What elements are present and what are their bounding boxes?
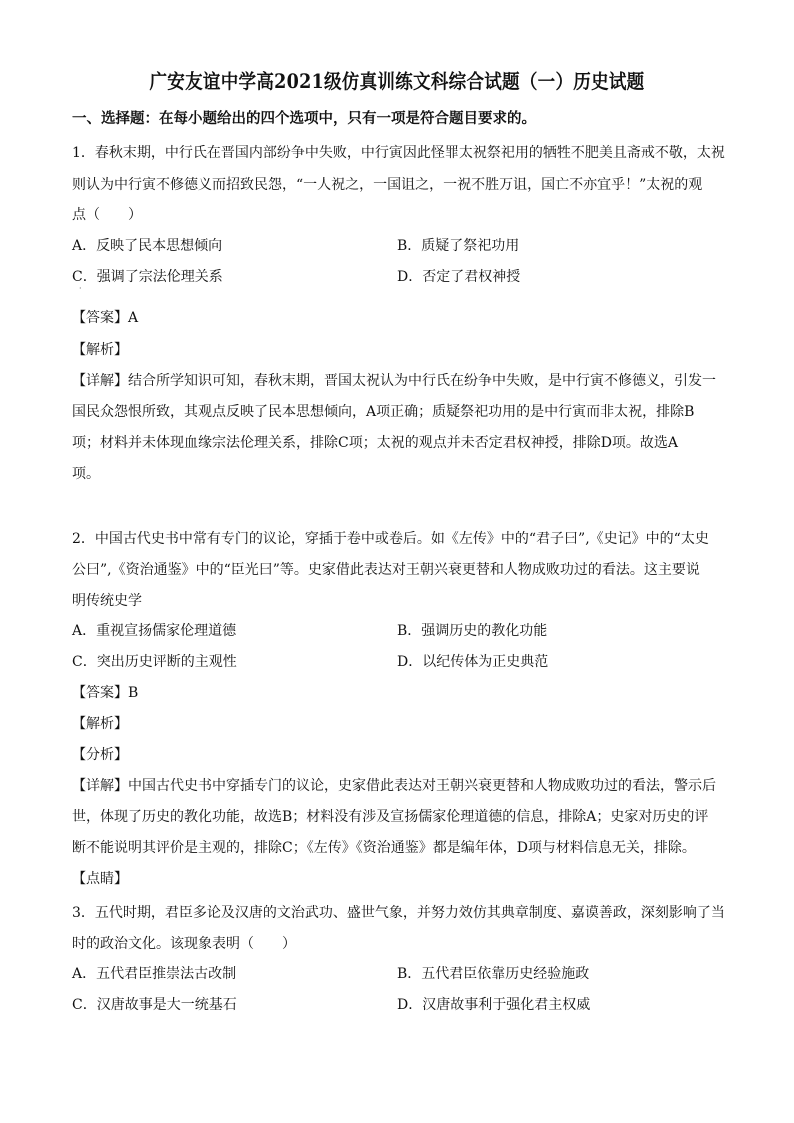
question-3-option-c: C．汉唐故事是大一统基石: [72, 997, 237, 1013]
question-3-line-2: 时的政治文化。该现象表明（ ）: [72, 936, 296, 952]
question-2-option-b: B．强调历史的教化功能: [397, 623, 548, 639]
question-2-option-a: A．重视宣扬儒家伦理道德: [72, 623, 237, 639]
question-1-detail-line-3: 项；材料并未体现血缘宗法伦理关系，排除C项；太祝的观点并未否定君权神授，排除D项。故选A: [72, 435, 679, 451]
question-1-detail-line-4: 项。: [72, 466, 100, 482]
question-3-option-b: B．五代君臣依靠历史经验施政: [397, 966, 590, 982]
question-1-detail-line-1: 【详解】结合所学知识可知，春秋末期，晋国太祝认为中行氏在纷争中失败，是中行寅不修德义，引发一: [72, 373, 716, 389]
question-1-option-c: C．强调了宗法伦理关系: [72, 269, 223, 285]
question-2-option-c: C．突出历史评断的主观性: [72, 654, 237, 670]
question-1-option-b: B．质疑了祭祀功用: [397, 238, 520, 254]
question-2-detail-line-1: 【详解】中国古代史书中穿插专门的议论，史家借此表达对王朝兴衰更替和人物成败功过的看法，警示后: [72, 778, 716, 794]
question-1-line-1: 1．春秋末期，中行氏在晋国内部纷争中失败，中行寅因此怪罪太祝祭祀用的牺牲不肥美且斋戒不敬，太祝: [72, 145, 725, 161]
question-3-option-d: D．汉唐故事利于强化君主权威: [397, 997, 591, 1013]
question-1-answer: 【答案】A: [72, 310, 139, 326]
question-2-line-2: 公曰”,《资治通鉴》中的“臣光曰”等。史家借此表达对王朝兴衰更替和人物成败功过的看法。这主要说: [72, 562, 700, 578]
page-title: 广安友谊中学高2021级仿真训练文科综合试题（一）历史试题: [149, 70, 645, 93]
stray-dot: ·: [79, 284, 82, 293]
question-1-line-2: 则认为中行寅不修德义而招致民怨，“一人祝之，一国诅之，一祝不胜万诅，国亡不亦宜乎！”太祝的观: [72, 177, 703, 193]
question-2-analysis-label: 【解析】: [72, 716, 128, 732]
question-2-detail-line-3: 断不能说明其评价是主观的，排除C；《左传》《资治通鉴》都是编年体，D项与材料信息无关，排除。: [72, 840, 696, 856]
section-heading: 一、选择题：在每小题给出的四个选项中，只有一项是符合题目要求的。: [72, 110, 536, 127]
question-2-answer: 【答案】B: [72, 685, 139, 701]
question-2-option-d: D．以纪传体为正史典范: [397, 654, 549, 670]
question-2-fenxi-label: 【分析】: [72, 747, 128, 763]
question-2-line-1: 2．中国古代史书中常有专门的议论，穿插于卷中或卷后。如《左传》中的“君子曰”,《史记》中的“太史: [72, 531, 709, 547]
question-3-option-a: A．五代君臣推崇法古改制: [72, 966, 237, 982]
question-1-analysis-label: 【解析】: [72, 342, 128, 358]
question-1-option-d: D．否定了君权神授: [397, 269, 521, 285]
question-1-line-3: 点（ ）: [72, 207, 142, 223]
question-1-option-a: A．反映了民本思想倾向: [72, 238, 223, 254]
question-2-line-3: 明传统史学: [72, 593, 142, 609]
question-2-detail-line-2: 世，体现了历史的教化功能，故选B；材料没有涉及宣扬儒家伦理道德的信息，排除A；史家对历史的评: [72, 809, 709, 825]
question-2-dianjing-label: 【点睛】: [72, 871, 128, 887]
question-1-detail-line-2: 国民众怨恨所致，其观点反映了民本思想倾向，A项正确；质疑祭祀功用的是中行寅而非太祝，排除B: [72, 404, 695, 420]
question-3-line-1: 3．五代时期，君臣多论及汉唐的文治武功、盛世气象，并努力效仿其典章制度、嘉谟善政，深刻影响了当: [72, 905, 725, 921]
